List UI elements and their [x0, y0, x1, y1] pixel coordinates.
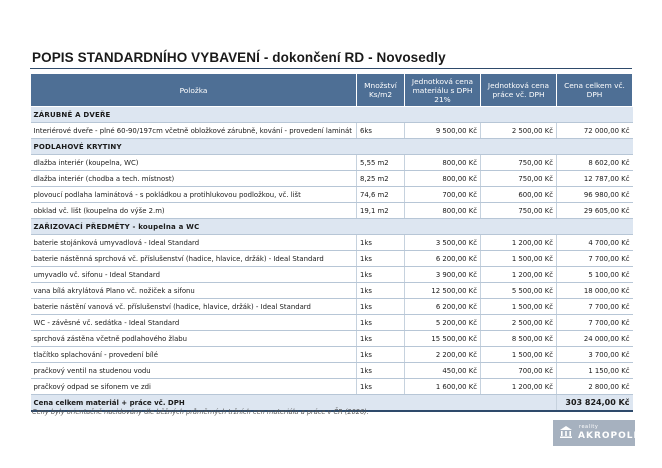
cell-item: pračkový ventil na studenou vodu [31, 363, 357, 379]
table-row [31, 251, 633, 267]
table-row [31, 203, 633, 219]
cell-total: 12 787,00 Kč [557, 171, 633, 187]
cell-labor-price: 600,00 Kč [481, 187, 557, 203]
cell-qty: 6ks [357, 123, 405, 139]
section-title: ZAŘIZOVACÍ PŘEDMĚTY - koupelna a WC [31, 219, 633, 235]
table-row [31, 155, 633, 171]
header-total: Cena celkem vč. DPH [557, 74, 633, 107]
cell-unit-price: 450,00 Kč [405, 363, 481, 379]
cell-unit-price: 6 200,00 Kč [405, 299, 481, 315]
cell-labor-price: 1 500,00 Kč [481, 347, 557, 363]
cell-item: WC - závěsné vč. sedátka - Ideal Standard [31, 315, 357, 331]
table-row [31, 283, 633, 299]
cell-qty: 8,25 m2 [357, 171, 405, 187]
page-title: POPIS STANDARDNÍHO VYBAVENÍ - dokončení RD - Novosedly [32, 50, 446, 65]
section-row [31, 139, 633, 155]
cell-labor-price: 700,00 Kč [481, 363, 557, 379]
cell-qty: 1ks [357, 347, 405, 363]
cell-unit-price: 1 600,00 Kč [405, 379, 481, 395]
cell-unit-price: 5 200,00 Kč [405, 315, 481, 331]
cell-item: dlažba interiér (koupelna, WC) [31, 155, 357, 171]
table-row [31, 315, 633, 331]
title-underline [30, 68, 632, 69]
cell-unit-price: 3 900,00 Kč [405, 267, 481, 283]
cell-qty: 1ks [357, 315, 405, 331]
table-row [31, 235, 633, 251]
cell-qty: 1ks [357, 331, 405, 347]
cell-qty: 1ks [357, 363, 405, 379]
cell-total: 8 602,00 Kč [557, 155, 633, 171]
cell-unit-price: 6 200,00 Kč [405, 251, 481, 267]
cell-qty: 1ks [357, 251, 405, 267]
cell-qty: 1ks [357, 379, 405, 395]
cell-labor-price: 1 200,00 Kč [481, 267, 557, 283]
cell-item: plovoucí podlaha laminátová - s pokládkou a protihlukovou podložkou, vč. lišt [31, 187, 357, 203]
cell-unit-price: 700,00 Kč [405, 187, 481, 203]
table-row [31, 171, 633, 187]
cell-qty: 1ks [357, 299, 405, 315]
table-row [31, 299, 633, 315]
cell-qty: 1ks [357, 267, 405, 283]
cell-item: tlačítko splachování - provedení bílé [31, 347, 357, 363]
section-title: PODLAHOVÉ KRYTINY [31, 139, 633, 155]
cell-item: dlažba interiér (chodba a tech. místnost) [31, 171, 357, 187]
cell-unit-price: 800,00 Kč [405, 171, 481, 187]
cell-labor-price: 1 200,00 Kč [481, 379, 557, 395]
cell-total: 72 000,00 Kč [557, 123, 633, 139]
footnote: Ceny byly orientačně nacidovány dle běžných průměrných tržních cen materiálu a práce v ČR (2026). [32, 408, 369, 416]
cell-labor-price: 750,00 Kč [481, 155, 557, 171]
cell-item: vana bílá akrylátová Plano vč. nožiček a sifonu [31, 283, 357, 299]
cell-labor-price: 1 200,00 Kč [481, 235, 557, 251]
cell-total: 3 700,00 Kč [557, 347, 633, 363]
header-unit-price: Jednotková cena materiálu s DPH 21% [405, 74, 481, 107]
cell-total: 96 980,00 Kč [557, 187, 633, 203]
cell-labor-price: 1 500,00 Kč [481, 299, 557, 315]
cell-total: 29 605,00 Kč [557, 203, 633, 219]
table-row [31, 187, 633, 203]
cell-labor-price: 750,00 Kč [481, 203, 557, 219]
total-label: Cena celkem materiál + práce vč. DPH [31, 395, 557, 412]
cell-total: 7 700,00 Kč [557, 299, 633, 315]
cell-unit-price: 3 500,00 Kč [405, 235, 481, 251]
cell-unit-price: 2 200,00 Kč [405, 347, 481, 363]
table-row [31, 331, 633, 347]
cell-item: sprchová zástěna včetně podlahového žlabu [31, 331, 357, 347]
cell-unit-price: 800,00 Kč [405, 155, 481, 171]
cell-total: 7 700,00 Kč [557, 251, 633, 267]
cell-qty: 1ks [357, 235, 405, 251]
cell-item: umyvadlo vč. sifonu - Ideal Standard [31, 267, 357, 283]
cell-unit-price: 9 500,00 Kč [405, 123, 481, 139]
table-row [31, 379, 633, 395]
cell-item: baterie nástění vanová vč. příslušenství (hadice, hlavice, držák) - Ideal Standard [31, 299, 357, 315]
logo-name: AKROPOLIS [578, 431, 646, 441]
table-row [31, 267, 633, 283]
logo-columns-icon [559, 425, 573, 439]
cell-total: 24 000,00 Kč [557, 331, 633, 347]
cell-qty: 1ks [357, 283, 405, 299]
company-logo [553, 420, 646, 446]
table-row [31, 347, 633, 363]
section-title: ZÁRUBNĚ A DVEŘE [31, 107, 633, 123]
cell-qty: 5,55 m2 [357, 155, 405, 171]
section-row [31, 219, 633, 235]
cell-labor-price: 8 500,00 Kč [481, 331, 557, 347]
table-body [31, 107, 633, 412]
cell-total: 4 700,00 Kč [557, 235, 633, 251]
cell-item: baterie nástěnná sprchová vč. příslušenství (hadice, hlavice, držák) - Ideal Standard [31, 251, 357, 267]
cell-labor-price: 750,00 Kč [481, 171, 557, 187]
cell-item: Interiérové dveře - plné 60-90/197cm včetně obložkové zárubně, kování - provedení laminát [31, 123, 357, 139]
cell-qty: 74,6 m2 [357, 187, 405, 203]
table-row [31, 123, 633, 139]
header-qty: Množství Ks/m2 [357, 74, 405, 107]
table-row [31, 363, 633, 379]
cell-unit-price: 12 500,00 Kč [405, 283, 481, 299]
logo-small-text: reality [579, 424, 599, 430]
cell-unit-price: 800,00 Kč [405, 203, 481, 219]
cell-labor-price: 2 500,00 Kč [481, 123, 557, 139]
total-value: 303 824,00 Kč [557, 395, 633, 412]
cell-item: baterie stojánková umyvadlová - Ideal Standard [31, 235, 357, 251]
table-header-row [31, 74, 633, 107]
cell-total: 7 700,00 Kč [557, 315, 633, 331]
cell-unit-price: 15 500,00 Kč [405, 331, 481, 347]
header-item: Položka [31, 74, 357, 107]
cell-item: obklad vč. lišt (koupelna do výše 2.m) [31, 203, 357, 219]
cell-total: 2 800,00 Kč [557, 379, 633, 395]
cell-labor-price: 5 500,00 Kč [481, 283, 557, 299]
section-row [31, 107, 633, 123]
pricing-table [30, 73, 633, 412]
cell-total: 5 100,00 Kč [557, 267, 633, 283]
cell-item: pračkový odpad se sifonem ve zdi [31, 379, 357, 395]
cell-qty: 19,1 m2 [357, 203, 405, 219]
header-labor-price: Jednotková cena práce vč. DPH [481, 74, 557, 107]
cell-labor-price: 1 500,00 Kč [481, 251, 557, 267]
cell-total: 1 150,00 Kč [557, 363, 633, 379]
cell-labor-price: 2 500,00 Kč [481, 315, 557, 331]
cell-total: 18 000,00 Kč [557, 283, 633, 299]
